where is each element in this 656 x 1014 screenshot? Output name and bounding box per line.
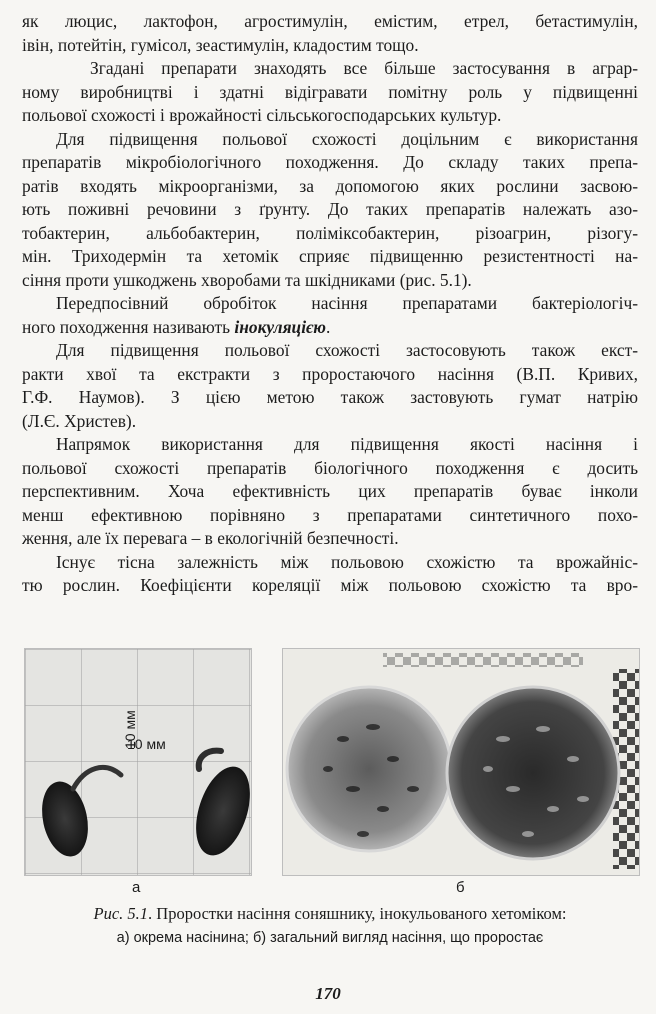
inoculation-suffix: . <box>325 316 331 337</box>
seedling-single-image <box>25 649 251 875</box>
figure-panel-b-photo <box>282 648 640 876</box>
text-line: ження, але їх перевага – в екологічній безпечності. <box>22 528 399 548</box>
petri-dishes-image <box>283 649 639 875</box>
text-line: польової схожості і врожайності сільськогосподарських культур. <box>22 105 502 125</box>
inoculation-term: інокуляцією <box>234 316 326 337</box>
figure-label-a: а <box>132 879 141 896</box>
figure-panel-a-photo <box>24 648 252 876</box>
figure-caption-title: . Проростки насіння соняшнику, інокульованого хетоміком: <box>148 904 567 923</box>
text-line: як люцис, лактофон, агростимулін, емістим, етрел, бетастимулін, <box>22 11 638 31</box>
text-line: Г.Ф. Наумов). З цією метою також застовують гумат натрію <box>22 387 638 407</box>
figure-caption <box>22 904 638 924</box>
text-line: сіння проти ушкоджень хворобами та шкідниками (рис. 5.1). <box>22 269 472 290</box>
text-line: польової схожості препаратів біологічного походження є досить <box>22 457 638 478</box>
body-text <box>22 10 638 598</box>
page-number: 170 <box>315 984 341 1003</box>
scale-horizontal-label: 10 мм <box>127 736 166 752</box>
text-line: перспективним. Хоча ефективність цих препаратів буває інколи <box>22 481 638 501</box>
figure-label-b: б <box>456 879 465 896</box>
text-line: менш ефективною порівняно з препаратами синтетичного похо- <box>22 504 638 525</box>
text-line: ють поживні речовини з ґрунту. До таких препаратів належать азо- <box>22 199 638 219</box>
text-line: Для підвищення польової схожості доцільним є використання <box>56 128 638 149</box>
text-line: ратів входять мікроорганізми, за допомогою яких рослини засвою- <box>22 175 638 196</box>
text-line: тю рослин. Коефіцієнти кореляції між польовою схожістю та вро- <box>22 575 638 595</box>
text-line: ракти хвої та екстракти з проростаючого насіння (В.П. Кривих, <box>22 363 638 384</box>
inoculation-prefix: ного походження називають <box>22 316 235 337</box>
text-line: івін, потейтін, гумісол, зеастимулін, кладостим тощо. <box>22 34 419 55</box>
scale-vertical-label: 10 мм <box>122 710 138 749</box>
figure-caption-number: Рис. 5.1 <box>93 904 149 923</box>
text-line: ному виробництві і здатні відігравати помітну роль у підвищенні <box>22 81 638 102</box>
text-line: Існує тісна залежність між польовою схожістю та врожайніс- <box>56 551 638 572</box>
text-line: Згадані препарати знаходять все більше застосування в аграр- <box>90 58 638 78</box>
text-line: Для підвищення польової схожості застосовують також екст- <box>56 340 638 360</box>
text-line: Передпосівний обробіток насіння препаратами бактеріологіч- <box>56 293 638 313</box>
text-line: препаратів мікробіологічного походження. До складу таких препа- <box>22 152 638 172</box>
text-line-inoculation <box>22 316 638 340</box>
text-line: тобактерин, альбобактерин, поліміксобактерин, різоагрин, різогу- <box>22 222 638 243</box>
text-line: Напрямок використання для підвищення якості насіння і <box>56 434 638 454</box>
text-line: мін. Триходермін та хетомік сприяє підвищенню резистентності на- <box>22 246 638 266</box>
text-line: (Л.Є. Христев). <box>22 410 137 431</box>
figure-caption-subtitle: а) окрема насінина; б) загальний вигляд насіння, що проростає <box>116 930 544 946</box>
